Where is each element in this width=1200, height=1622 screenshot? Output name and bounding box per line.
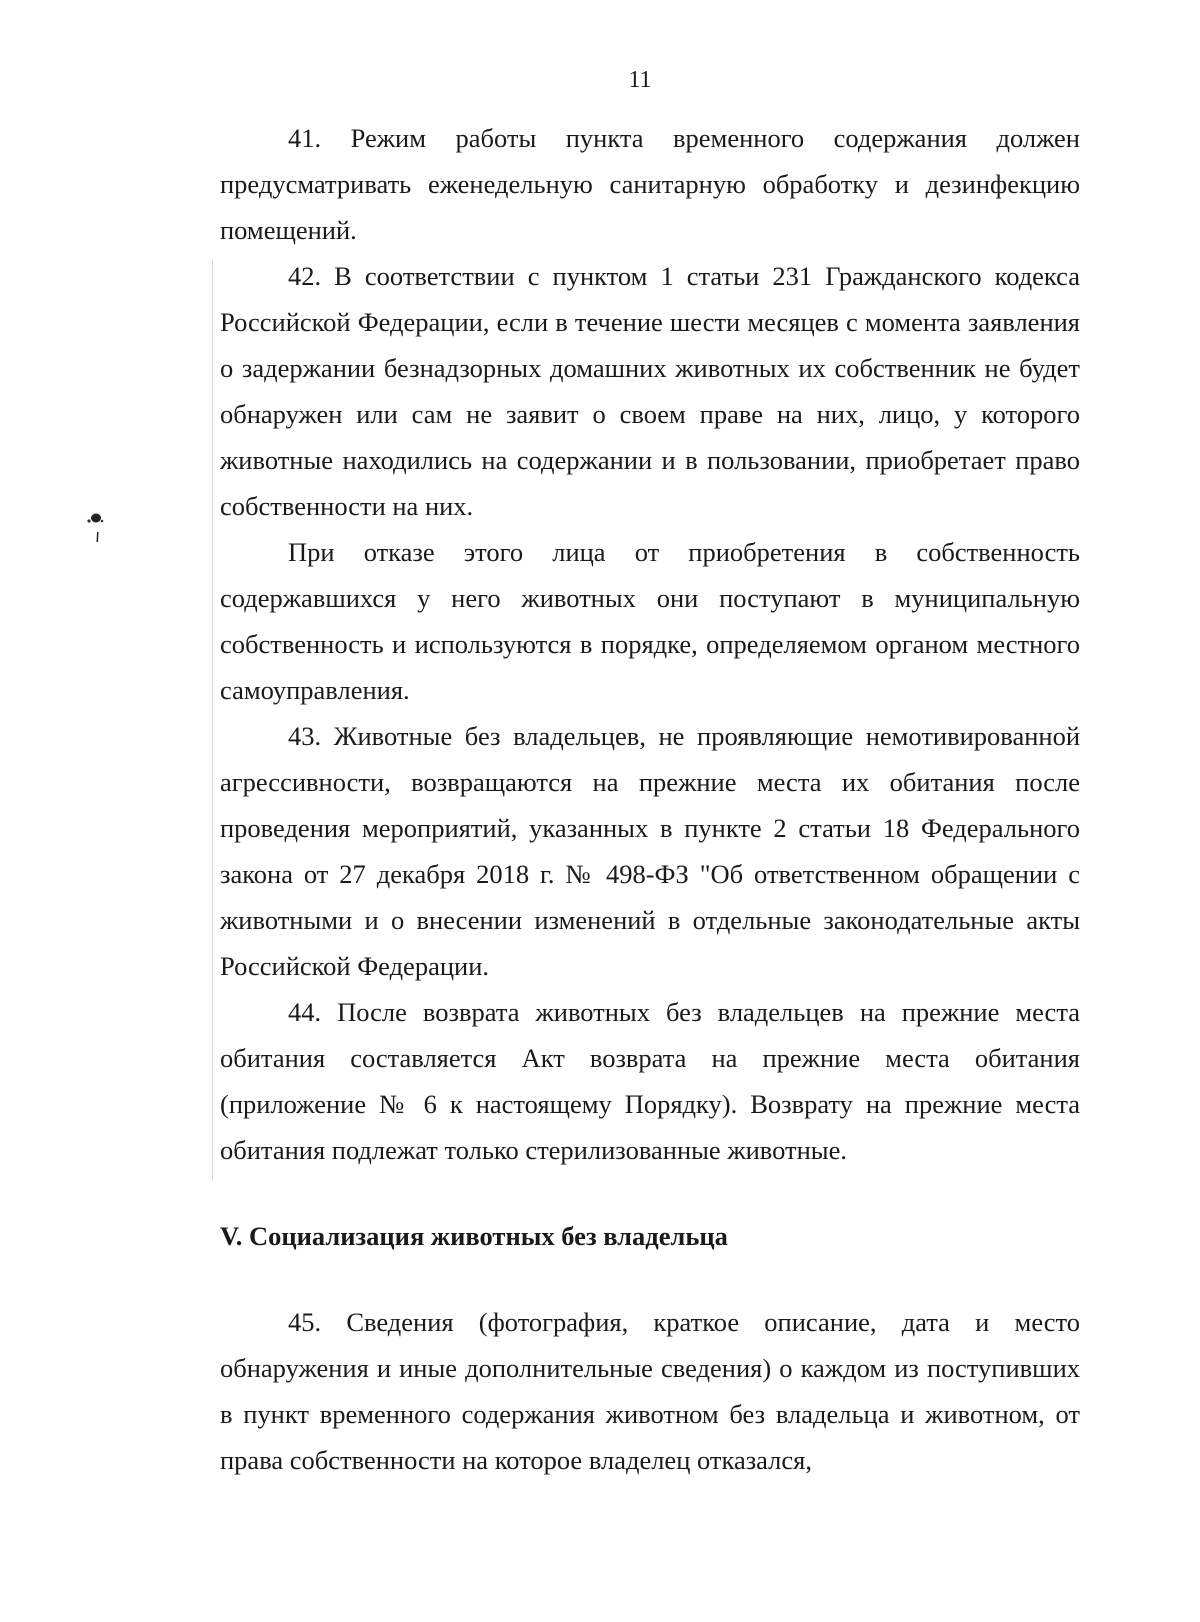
paragraph-43: 43. Животные без владельцев, не проявляющие немотивированной агрессивности, возвращаются на прежние места их обитания после проведения мероприятий, указанных в пункте 2 статьи 18 Федерального закона от 27 декабря 2018 г. № 498-ФЗ "Об ответственном обращении с животными и о внесении изменений в отдельные законодательные акты Российской Федерации. (220, 721, 1080, 981)
paragraph-45: 45. Сведения (фотография, краткое описание, дата и место обнаружения и иные дополнительные сведения) о каждом из поступивших в пункт временного содержания животном без владельца и животном, от права собственности на которое владелец отказался, (220, 1307, 1080, 1475)
scan-speck-mark (84, 512, 106, 546)
paragraph-42-continuation: При отказе этого лица от приобретения в собственность содержавшихся у него животных они поступают в муниципальную собственность и используются в порядке, определяемом органом местного самоуправления. (220, 537, 1080, 705)
paragraph-44: 44. После возврата животных без владельцев на прежние места обитания составляется Акт возврата на прежние места обитания (приложение № 6 к настоящему Порядку). Возврату на прежние места обитания подлежат только стерилизованные животные. (220, 997, 1080, 1165)
document-body (220, 115, 1080, 1483)
page-number: 11 (628, 67, 652, 93)
section-heading: V. Социализация животных без владельца (220, 1221, 728, 1251)
paragraph-42: 42. В соответствии с пунктом 1 статьи 231 Гражданского кодекса Российской Федерации, если в течение шести месяцев с момента заявления о задержании безнадзорных домашних животных их собственник не будет обнаружен или сам не заявит о своем праве на них, лицо, у которого животные находились на содержании и в пользовании, приобретает право собственности на них. (220, 261, 1080, 521)
scan-margin-line (212, 260, 213, 1180)
paragraph-41: 41. Режим работы пункта временного содержания должен предусматривать еженедельную санитарную обработку и дезинфекцию помещений. (220, 123, 1080, 245)
